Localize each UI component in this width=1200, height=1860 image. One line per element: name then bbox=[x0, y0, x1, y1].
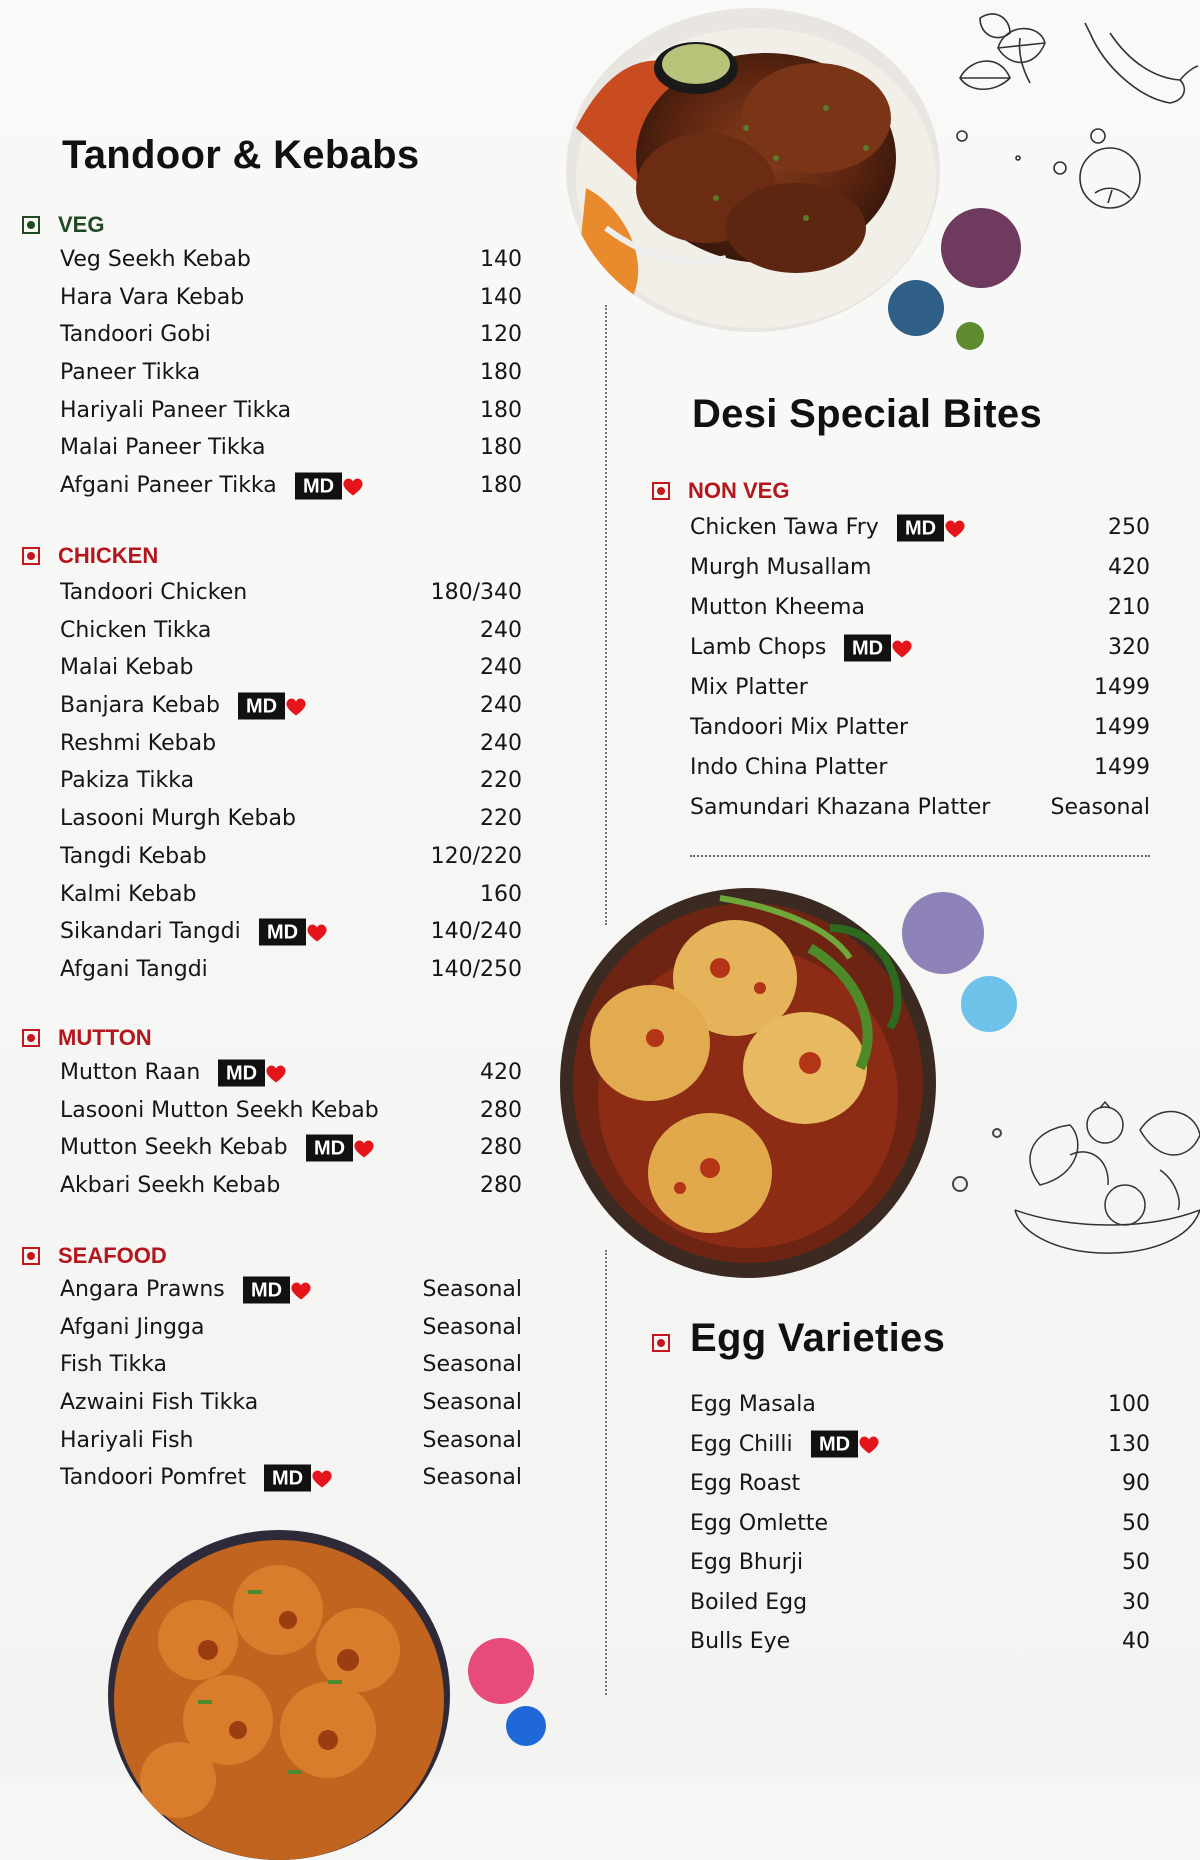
tandoor-kebabs-title: Tandoor & Kebabs bbox=[62, 133, 420, 177]
egg-varieties-title: Egg Varieties bbox=[690, 1316, 946, 1360]
md-badge-text: MD bbox=[303, 475, 335, 498]
item-price: 1499 bbox=[1094, 675, 1150, 700]
menu-item bbox=[690, 1464, 1150, 1504]
nonveg-mark-icon bbox=[652, 482, 670, 500]
heart-icon bbox=[265, 1063, 287, 1083]
item-name: Boiled Egg bbox=[690, 1589, 808, 1615]
menu-item bbox=[60, 467, 522, 505]
heart-icon bbox=[306, 923, 328, 943]
egg-masala-photo bbox=[560, 888, 936, 1278]
item-price: 120 bbox=[480, 322, 522, 348]
menu-item bbox=[690, 1504, 1150, 1544]
heart-icon bbox=[311, 1469, 333, 1489]
item-price: 180 bbox=[480, 473, 522, 499]
desi-special-bites-title: Desi Special Bites bbox=[692, 392, 1043, 436]
heart-icon bbox=[285, 696, 307, 716]
item-name: Azwaini Fish Tikka bbox=[60, 1390, 259, 1416]
decor-bubble bbox=[506, 1706, 546, 1746]
egg-category-mark bbox=[652, 1334, 688, 1352]
item-name: Banjara Kebab bbox=[60, 693, 220, 719]
menu-item bbox=[690, 668, 1150, 708]
item-name: Veg Seekh Kebab bbox=[60, 247, 251, 272]
menu-item bbox=[60, 800, 522, 838]
category-chicken bbox=[22, 543, 158, 569]
decor-ring bbox=[992, 1128, 1002, 1138]
item-price: 180/340 bbox=[430, 580, 522, 605]
column-divider bbox=[605, 305, 607, 925]
item-price: 420 bbox=[1108, 555, 1150, 580]
item-name: Tandoori Pomfret bbox=[60, 1465, 247, 1491]
item-name: Reshmi Kebab bbox=[60, 730, 217, 756]
item-name: Fish Tikka bbox=[60, 1352, 168, 1378]
item-price: 180 bbox=[480, 360, 522, 386]
item-name: Malai Paneer Tikka bbox=[60, 435, 266, 461]
heart-icon bbox=[944, 519, 966, 539]
md-badge-icon bbox=[264, 1465, 311, 1492]
menu-item bbox=[60, 1271, 522, 1309]
menu-item bbox=[60, 1346, 522, 1384]
item-name: Hariyali Fish bbox=[60, 1427, 194, 1453]
md-badge-text: MD bbox=[267, 921, 299, 944]
item-price: Seasonal bbox=[422, 1390, 522, 1416]
md-badge-text: MD bbox=[905, 517, 937, 540]
item-price: 250 bbox=[1108, 515, 1150, 540]
salad-bowl-illustration-icon bbox=[1010, 1090, 1200, 1280]
menu-item bbox=[60, 429, 522, 467]
item-price: 420 bbox=[480, 1060, 522, 1085]
item-price: Seasonal bbox=[422, 1427, 522, 1453]
md-badge-text: MD bbox=[226, 1062, 258, 1085]
item-price: 320 bbox=[1108, 635, 1150, 660]
item-price: 100 bbox=[1108, 1392, 1150, 1417]
heart-icon bbox=[290, 1280, 312, 1300]
item-price: 280 bbox=[480, 1135, 522, 1161]
nonveg-mark-icon bbox=[22, 1247, 40, 1265]
item-price: Seasonal bbox=[1050, 795, 1150, 820]
item-price: 40 bbox=[1122, 1629, 1150, 1654]
item-price: 130 bbox=[1108, 1431, 1150, 1457]
menu-item bbox=[60, 876, 522, 914]
md-badge-text: MD bbox=[314, 1137, 346, 1160]
menu-item bbox=[60, 1129, 522, 1167]
menu-item bbox=[60, 1309, 522, 1347]
menu-item bbox=[690, 1543, 1150, 1583]
md-badge-icon bbox=[259, 919, 306, 946]
menu-item bbox=[60, 1422, 522, 1460]
item-price: 240 bbox=[480, 617, 522, 643]
menu-item bbox=[60, 649, 522, 687]
item-name: Akbari Seekh Kebab bbox=[60, 1173, 281, 1199]
item-name: Lasooni Murgh Kebab bbox=[60, 806, 296, 832]
item-price: 160 bbox=[480, 881, 522, 907]
item-name: Egg Chilli bbox=[690, 1431, 793, 1457]
item-price: 120/220 bbox=[430, 843, 522, 869]
item-name: Egg Omlette bbox=[690, 1510, 829, 1536]
md-badge-text: MD bbox=[852, 637, 884, 660]
section-divider bbox=[690, 855, 1150, 857]
menu-item bbox=[690, 588, 1150, 628]
item-price: Seasonal bbox=[422, 1314, 522, 1340]
menu-item bbox=[690, 748, 1150, 788]
menu-item bbox=[60, 316, 522, 354]
item-name: Kalmi Kebab bbox=[60, 881, 197, 907]
item-price: 210 bbox=[1108, 595, 1150, 620]
item-price: 220 bbox=[480, 768, 522, 794]
menu-item bbox=[60, 687, 522, 725]
decor-bubble bbox=[956, 322, 984, 350]
tandoori-platter-photo bbox=[566, 8, 940, 332]
prawns-photo bbox=[108, 1530, 450, 1860]
category-seafood bbox=[22, 1243, 167, 1269]
category-mutton bbox=[22, 1025, 152, 1051]
menu-item bbox=[60, 1054, 522, 1092]
item-price: 30 bbox=[1122, 1589, 1150, 1615]
heart-icon bbox=[891, 639, 913, 659]
item-name: Afgani Jingga bbox=[60, 1314, 205, 1340]
item-name: Indo China Platter bbox=[690, 755, 888, 780]
item-name: Mutton Seekh Kebab bbox=[60, 1135, 288, 1161]
menu-item bbox=[690, 1622, 1150, 1662]
md-badge-icon bbox=[844, 635, 891, 662]
menu-item bbox=[690, 708, 1150, 748]
decor-bubble bbox=[961, 976, 1017, 1032]
md-badge-icon bbox=[811, 1431, 858, 1458]
decor-bubble bbox=[468, 1638, 534, 1704]
menu-item bbox=[60, 762, 522, 800]
item-name: Angara Prawns bbox=[60, 1277, 225, 1302]
menu-item bbox=[60, 241, 522, 279]
menu-item bbox=[690, 508, 1150, 548]
category-label: NON VEG bbox=[688, 478, 790, 503]
item-name: Bulls Eye bbox=[690, 1629, 791, 1654]
menu-item bbox=[690, 1583, 1150, 1623]
item-name: Mix Platter bbox=[690, 675, 808, 700]
menu-item bbox=[690, 1425, 1150, 1465]
item-price: 220 bbox=[480, 806, 522, 832]
heart-icon bbox=[858, 1435, 880, 1455]
item-name: Afgani Tangdi bbox=[60, 956, 208, 982]
md-badge-icon bbox=[218, 1059, 265, 1086]
menu-item bbox=[60, 1167, 522, 1205]
md-badge-text: MD bbox=[246, 695, 278, 718]
menu-item bbox=[690, 1385, 1150, 1425]
item-name: Tandoori Gobi bbox=[60, 322, 211, 348]
mutton-item-list bbox=[60, 1054, 522, 1205]
item-name: Afgani Paneer Tikka bbox=[60, 473, 277, 499]
md-badge-text: MD bbox=[272, 1467, 304, 1490]
menu-item bbox=[60, 612, 522, 650]
item-name: Egg Bhurji bbox=[690, 1550, 804, 1575]
menu-item bbox=[60, 725, 522, 763]
item-price: Seasonal bbox=[422, 1352, 522, 1378]
menu-item bbox=[60, 838, 522, 876]
category-label: VEG bbox=[58, 212, 105, 237]
item-price: 1499 bbox=[1094, 755, 1150, 780]
item-price: 1499 bbox=[1094, 715, 1150, 740]
md-badge-icon bbox=[295, 472, 342, 499]
veg-mark-icon bbox=[22, 216, 40, 234]
item-name: Mutton Kheema bbox=[690, 595, 865, 620]
item-price: 140/250 bbox=[430, 956, 522, 982]
decor-bubble bbox=[888, 280, 944, 336]
md-badge-icon bbox=[243, 1276, 290, 1303]
menu-item bbox=[60, 279, 522, 317]
item-name: Egg Masala bbox=[690, 1392, 816, 1417]
item-price: 240 bbox=[480, 655, 522, 681]
item-price: 50 bbox=[1122, 1510, 1150, 1536]
nonveg-mark-icon bbox=[652, 1334, 670, 1352]
item-name: Tandoori Mix Platter bbox=[690, 715, 909, 740]
menu-item bbox=[60, 1092, 522, 1130]
item-price: 90 bbox=[1122, 1471, 1150, 1496]
item-name: Egg Roast bbox=[690, 1471, 801, 1496]
veg-item-list bbox=[60, 241, 522, 505]
menu-item bbox=[690, 788, 1150, 828]
item-price: 50 bbox=[1122, 1550, 1150, 1575]
nonveg-mark-icon bbox=[22, 547, 40, 565]
menu-item bbox=[60, 574, 522, 612]
item-name: Murgh Musallam bbox=[690, 555, 872, 580]
menu-item bbox=[60, 1384, 522, 1422]
heart-icon bbox=[353, 1139, 375, 1159]
item-price: 240 bbox=[480, 693, 522, 719]
category-non-veg bbox=[652, 478, 789, 504]
item-price: 140 bbox=[480, 247, 522, 272]
item-name: Pakiza Tikka bbox=[60, 768, 195, 794]
item-name: Chicken Tawa Fry bbox=[690, 515, 879, 540]
item-price: Seasonal bbox=[422, 1465, 522, 1491]
md-badge-icon bbox=[306, 1135, 353, 1162]
category-label: CHICKEN bbox=[58, 543, 159, 568]
item-price: 140 bbox=[480, 284, 522, 310]
menu-item bbox=[60, 1459, 522, 1497]
seafood-item-list bbox=[60, 1271, 522, 1497]
md-badge-icon bbox=[897, 515, 944, 542]
category-veg bbox=[22, 212, 104, 238]
menu-item bbox=[690, 548, 1150, 588]
column-divider bbox=[605, 1250, 607, 1695]
item-name: Hariyali Paneer Tikka bbox=[60, 397, 292, 423]
desi-item-list bbox=[690, 508, 1150, 828]
item-name: Mutton Raan bbox=[60, 1060, 201, 1085]
item-name: Tandoori Chicken bbox=[60, 580, 248, 605]
item-name: Paneer Tikka bbox=[60, 360, 201, 386]
menu-item bbox=[690, 628, 1150, 668]
decor-bubble bbox=[941, 208, 1021, 288]
item-price: Seasonal bbox=[422, 1277, 522, 1302]
md-badge-icon bbox=[238, 692, 285, 719]
menu-item bbox=[60, 354, 522, 392]
chicken-item-list bbox=[60, 574, 522, 989]
menu-item bbox=[60, 392, 522, 430]
item-name: Chicken Tikka bbox=[60, 617, 212, 643]
item-name: Tangdi Kebab bbox=[60, 843, 207, 869]
menu-item bbox=[60, 951, 522, 989]
item-name: Hara Vara Kebab bbox=[60, 284, 245, 310]
item-price: 240 bbox=[480, 730, 522, 756]
item-price: 140/240 bbox=[430, 919, 522, 945]
item-price: 280 bbox=[480, 1097, 522, 1123]
item-price: 180 bbox=[480, 435, 522, 461]
decor-bubble bbox=[902, 892, 984, 974]
item-name: Lamb Chops bbox=[690, 635, 827, 660]
category-label: MUTTON bbox=[58, 1025, 152, 1050]
egg-item-list bbox=[690, 1385, 1150, 1662]
item-name: Malai Kebab bbox=[60, 655, 194, 681]
decor-ring bbox=[952, 1176, 968, 1192]
menu-item bbox=[60, 913, 522, 951]
md-badge-text: MD bbox=[819, 1433, 851, 1456]
md-badge-text: MD bbox=[251, 1279, 283, 1302]
item-price: 180 bbox=[480, 397, 522, 423]
item-name: Samundari Khazana Platter bbox=[690, 795, 991, 820]
item-name: Lasooni Mutton Seekh Kebab bbox=[60, 1097, 379, 1123]
item-price: 280 bbox=[480, 1173, 522, 1199]
item-name: Sikandari Tangdi bbox=[60, 919, 241, 945]
heart-icon bbox=[342, 476, 364, 496]
nonveg-mark-icon bbox=[22, 1029, 40, 1047]
category-label: SEAFOOD bbox=[58, 1243, 167, 1268]
